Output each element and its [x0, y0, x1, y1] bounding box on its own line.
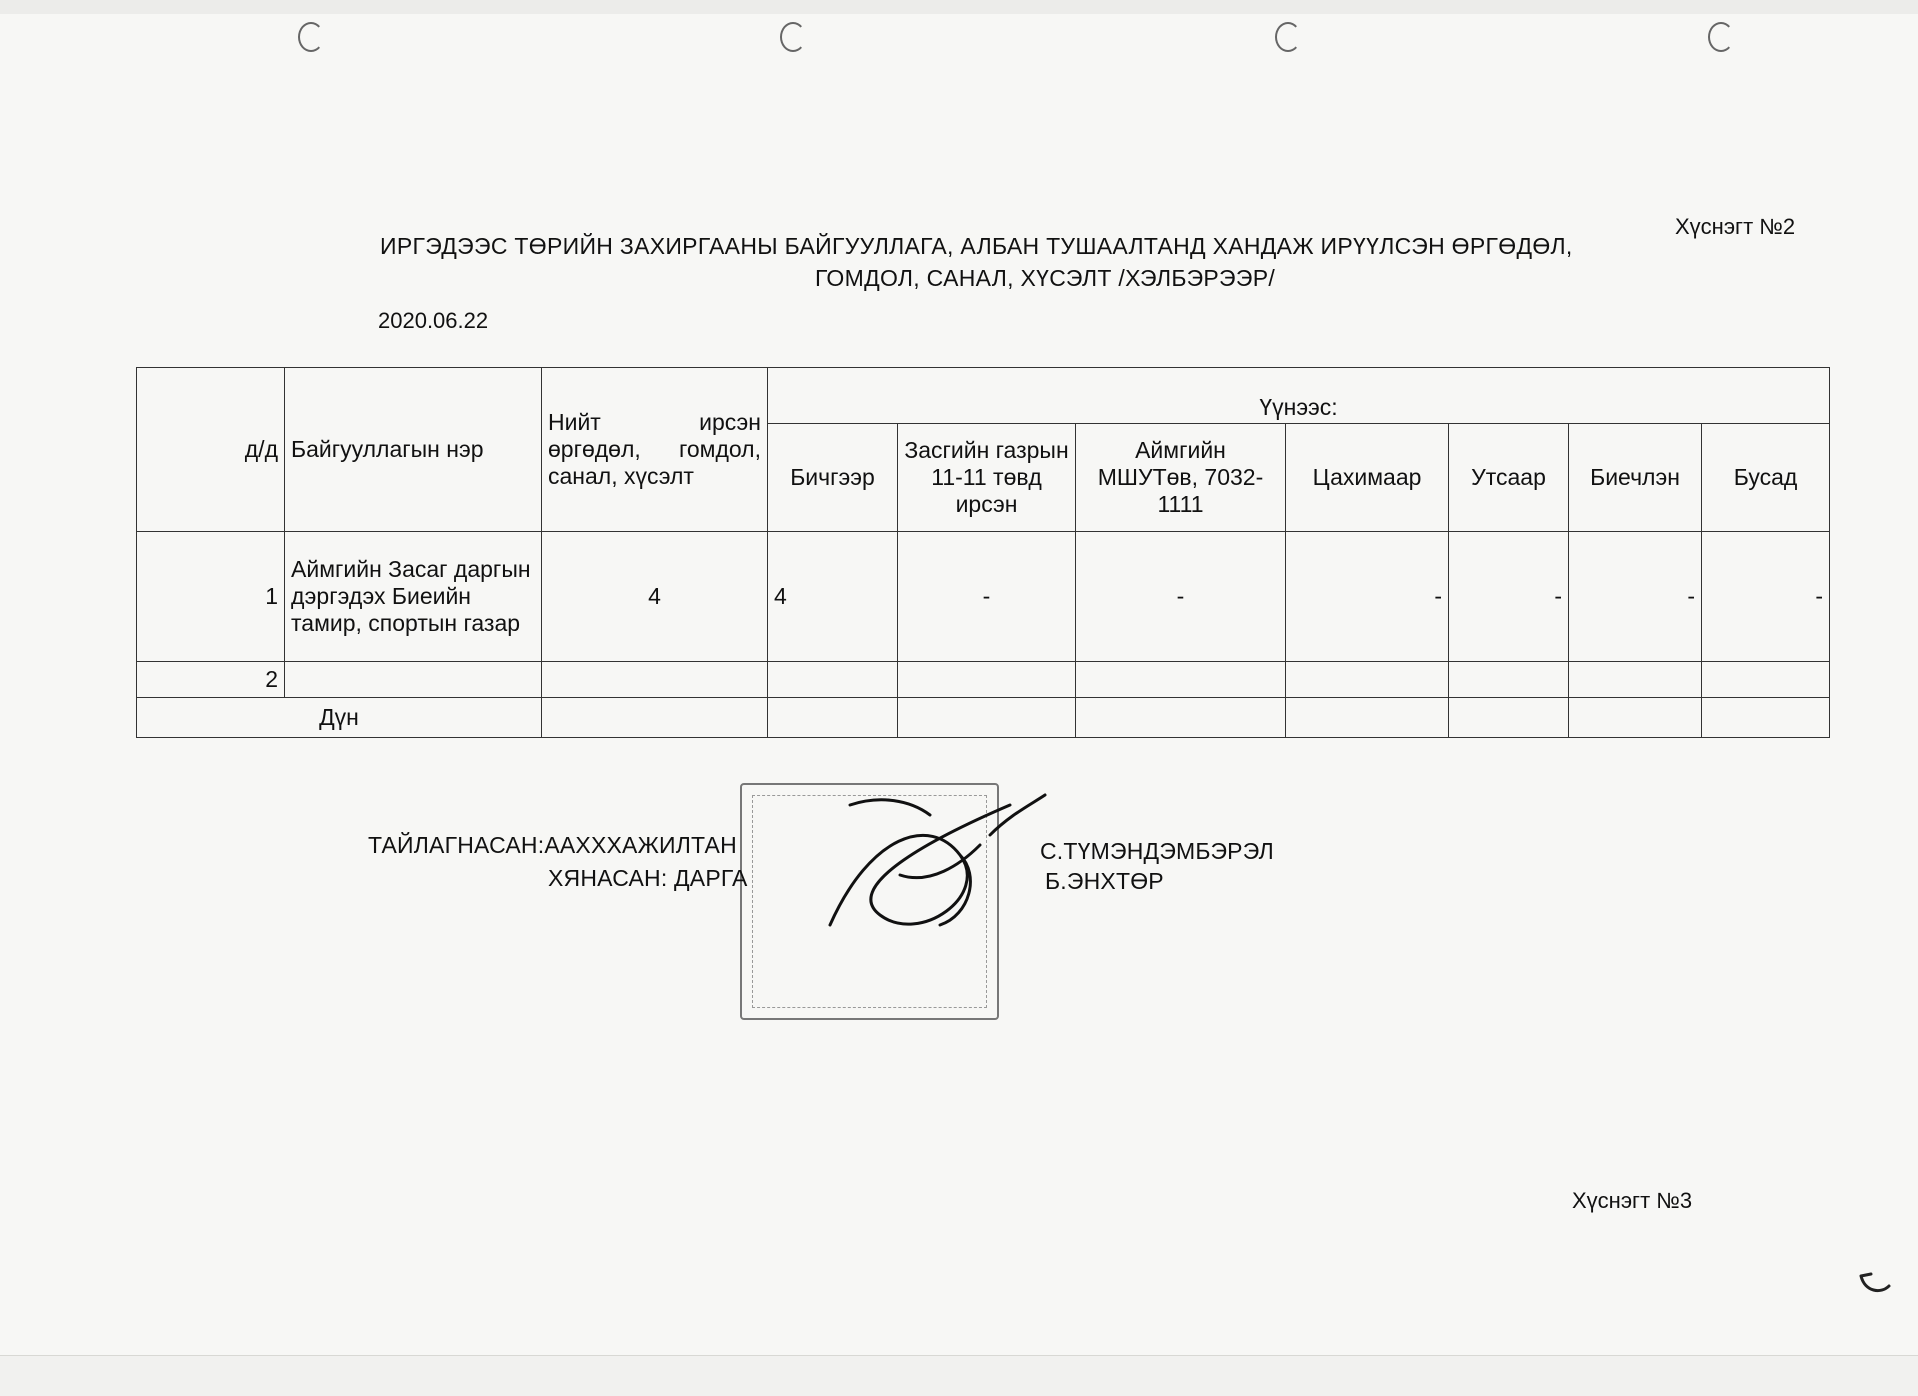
- total-cell: [1449, 698, 1569, 738]
- row-gov-1111: -: [898, 532, 1076, 662]
- row-other: -: [1702, 532, 1830, 662]
- row-total: [542, 662, 768, 698]
- appeals-table: [136, 367, 1830, 738]
- reviewed-by-name: Б.ЭНХТӨР: [1045, 868, 1164, 894]
- row-phone: -: [1449, 532, 1569, 662]
- punch-hole-mark: [1708, 22, 1734, 52]
- header-org: Байгууллагын нэр: [285, 368, 542, 532]
- total-cell: [1286, 698, 1449, 738]
- header-aimag-center: Аймгийн МШУТөв, 7032-1111: [1076, 424, 1286, 532]
- total-cell: [1569, 698, 1702, 738]
- row-org: Аймгийн Засаг даргын дэргэдэх Биеийн тамир, спортын газар: [285, 532, 542, 662]
- reviewed-by-label: ХЯНАСАН: ДАРГА: [548, 865, 748, 891]
- appendix-label-3: Хүснэгт №3: [1572, 1188, 1693, 1213]
- row-written: 4: [768, 532, 898, 662]
- header-from-group: Үүнээс:: [768, 368, 1830, 424]
- total-cell: [1702, 698, 1830, 738]
- header-no: д/д: [137, 368, 285, 532]
- total-cell: [768, 698, 898, 738]
- table-row: [137, 532, 1830, 662]
- row-aimag-center: [1076, 662, 1286, 698]
- header-total-text: Нийт ирсэн өргөдөл, гомдол, санал, хүсэлт: [548, 409, 761, 489]
- row-written: [768, 662, 898, 698]
- document-title-line2: ГОМДОЛ, САНАЛ, ХҮСЭЛТ /ХЭЛБЭРЭЭР/: [814, 265, 1276, 291]
- row-phone: [1449, 662, 1569, 698]
- row-in-person: [1569, 662, 1702, 698]
- page-edge-bottom: [0, 1355, 1918, 1396]
- punch-hole-mark: [298, 22, 324, 52]
- report-date: 2020.06.22: [378, 308, 489, 333]
- table-header-row: [137, 368, 1830, 424]
- row-aimag-center: -: [1076, 532, 1286, 662]
- header-written: Бичгээр: [768, 424, 898, 532]
- table-row: [137, 662, 1830, 698]
- handwritten-page-mark: [1855, 1270, 1895, 1300]
- header-in-person: Биечлэн: [1569, 424, 1702, 532]
- total-cell: [898, 698, 1076, 738]
- total-label: Дүн: [137, 698, 542, 738]
- header-total: [542, 368, 768, 532]
- row-no: 2: [137, 662, 285, 698]
- page-edge-top: [0, 0, 1918, 14]
- table-total-row: [137, 698, 1830, 738]
- reported-by-name: С.ТҮМЭНДЭМБЭРЭЛ: [1040, 838, 1274, 864]
- header-online: Цахимаар: [1286, 424, 1449, 532]
- header-other: Бусад: [1702, 424, 1830, 532]
- appendix-label-2: Хүснэгт №2: [1675, 214, 1796, 239]
- row-gov-1111: [898, 662, 1076, 698]
- total-cell: [542, 698, 768, 738]
- row-online: -: [1286, 532, 1449, 662]
- handwritten-signature: [810, 775, 1050, 975]
- total-cell: [1076, 698, 1286, 738]
- header-phone: Утсаар: [1449, 424, 1569, 532]
- row-online: [1286, 662, 1449, 698]
- row-total: 4: [542, 532, 768, 662]
- reported-by-label: ТАЙЛАГНАСАН:ААХХХАЖИЛТАН: [368, 832, 737, 858]
- punch-hole-mark: [1275, 22, 1301, 52]
- punch-hole-mark: [780, 22, 806, 52]
- row-in-person: -: [1569, 532, 1702, 662]
- row-other: [1702, 662, 1830, 698]
- row-org: [285, 662, 542, 698]
- row-no: 1: [137, 532, 285, 662]
- document-title-line1: ИРГЭДЭЭС ТӨРИЙН ЗАХИРГААНЫ БАЙГУУЛЛАГА, АЛБАН ТУШААЛТАНД ХАНДАЖ ИРҮҮЛСЭН ӨРГӨДӨЛ,: [380, 233, 1573, 259]
- header-gov-1111: Засгийн газрын 11-11 төвд ирсэн: [898, 424, 1076, 532]
